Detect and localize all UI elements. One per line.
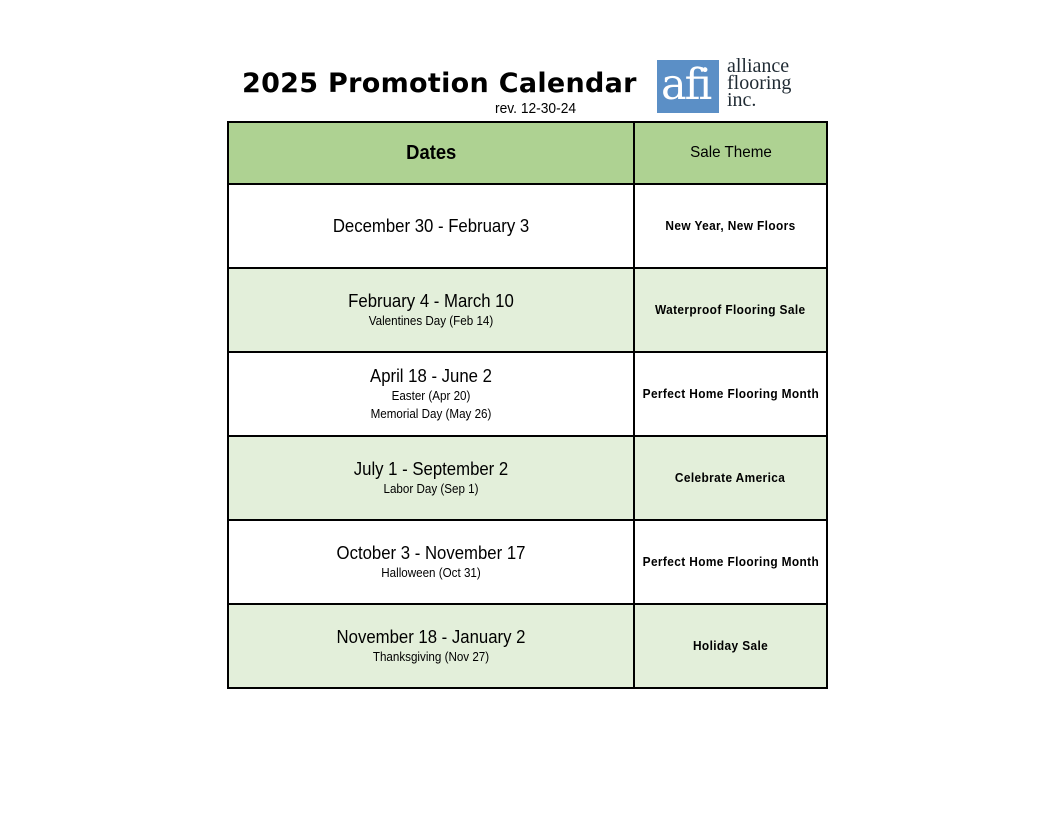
sale-theme: Perfect Home Flooring Month	[642, 555, 819, 569]
table-row	[228, 520, 827, 604]
date-range: July 1 - September 2	[353, 459, 509, 479]
logo-wordmark	[727, 55, 792, 111]
date-range: December 30 - February 3	[332, 216, 530, 236]
theme-cell	[634, 436, 827, 520]
page-title: 2025 Promotion Calendar	[242, 68, 637, 99]
logo-mark-text: afi	[661, 60, 711, 110]
table-row	[228, 268, 827, 352]
holiday-note: Easter (Apr 20)	[391, 389, 471, 403]
holiday-note: Thanksgiving (Nov 27)	[372, 650, 490, 664]
sale-theme: Celebrate America	[675, 471, 786, 485]
table-row	[228, 604, 827, 688]
table-row	[228, 436, 827, 520]
dates-cell	[228, 604, 634, 688]
logo-word-1: alliance	[727, 55, 790, 77]
date-range: November 18 - January 2	[336, 627, 526, 647]
holiday-note: Halloween (Oct 31)	[381, 566, 481, 580]
dates-cell	[228, 436, 634, 520]
promotion-table	[227, 121, 828, 689]
theme-cell	[634, 604, 827, 688]
date-range: April 18 - June 2	[370, 366, 492, 386]
sale-theme: New Year, New Floors	[665, 219, 796, 233]
theme-cell	[634, 184, 827, 268]
sale-theme: Perfect Home Flooring Month	[642, 387, 819, 401]
sale-theme: Waterproof Flooring Sale	[655, 303, 806, 317]
header-theme-cell	[634, 122, 827, 184]
logo-word-2: flooring	[727, 72, 792, 94]
date-range: October 3 - November 17	[336, 543, 526, 563]
holiday-note: Memorial Day (May 26)	[370, 407, 492, 421]
table-header-row	[228, 122, 827, 184]
revision-label: rev. 12-30-24	[495, 100, 577, 117]
table-row	[228, 352, 827, 436]
holiday-note: Valentines Day (Feb 14)	[368, 314, 494, 328]
date-range: February 4 - March 10	[348, 291, 514, 311]
table-row	[228, 184, 827, 268]
theme-cell	[634, 268, 827, 352]
dates-cell	[228, 184, 634, 268]
sale-theme: Holiday Sale	[692, 639, 769, 653]
holiday-note: Labor Day (Sep 1)	[383, 482, 479, 496]
theme-cell	[634, 520, 827, 604]
dates-cell	[228, 520, 634, 604]
theme-cell	[634, 352, 827, 436]
dates-cell	[228, 352, 634, 436]
header-dates: Dates	[405, 141, 457, 164]
logo-mark	[657, 60, 719, 113]
dates-cell	[228, 268, 634, 352]
company-logo	[657, 55, 817, 116]
header-sale-theme: Sale Theme	[689, 144, 772, 161]
header-dates-cell	[228, 122, 634, 184]
logo-word-3: inc.	[727, 89, 757, 111]
